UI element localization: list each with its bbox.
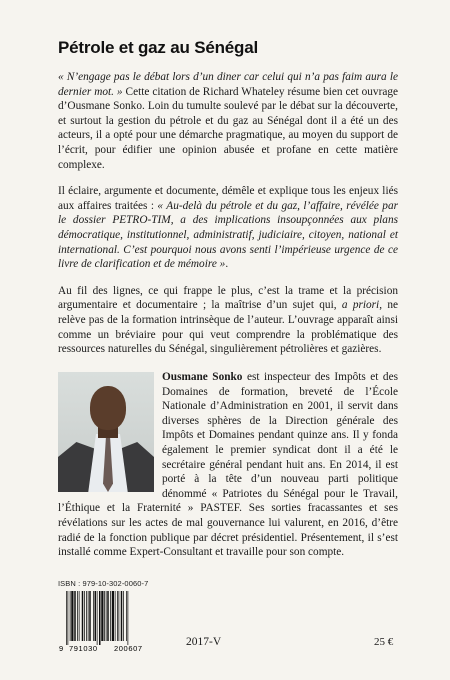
barcode-bar bbox=[117, 591, 118, 641]
barcode-bar bbox=[99, 591, 101, 645]
barcode-bar bbox=[110, 591, 111, 641]
barcode-bar bbox=[126, 591, 127, 641]
barcode-bar bbox=[82, 591, 84, 641]
price: 25 € bbox=[374, 636, 394, 648]
barcode-bar bbox=[101, 591, 103, 641]
paragraph-3-italic: a priori bbox=[341, 299, 380, 312]
barcode-bar bbox=[121, 591, 123, 641]
barcode-bar bbox=[68, 591, 69, 645]
paragraph-3-end: , ne relève pas de la formation intrinsèque de l’auteur. L’ouvrage apparaît ainsi comme un bréviaire pour qui veut comprendre la problématique des ressources naturelles du Sénégal, singulièrement pétrolières et gazières. bbox=[58, 299, 399, 356]
barcode-bar bbox=[66, 591, 67, 645]
author-name: Ousmane Sonko bbox=[162, 371, 243, 383]
author-bio-text: est inspecteur des Impôts et des Domaines de formation, breveté de l’École Nationale d’Administration en 2001, il servit dans diverses sphères de la Direction générale des Impôts et Domaines pendant quinze ans. Il y fonda également le premier syndicat dont il a été le secrétaire général pendant huit ans. En 2014, il est porté à la tête d’un nouveau parti politique dénommé « Patriotes du Sénégal pour le Travail, l’Éthique et la Fraternité » PASTEF. Ses sorties fracassantes et ses révélations sur les actes de mal gouvernance lui valurent, en 2016, d’être radié de la fonction publique par décret présidentiel. Présentement, il s’est installé comme Expert-Consultant et travaille pour son compte. bbox=[58, 371, 398, 559]
opening-quote: « N’engage pas le débat lors d’un diner car celui qui n’a pas faim aura le dernier mot. » bbox=[58, 71, 398, 98]
barcode-bar bbox=[89, 591, 91, 641]
barcode-bar bbox=[74, 591, 76, 641]
barcode-bar bbox=[112, 591, 114, 641]
barcode-bar bbox=[70, 591, 71, 641]
paragraph-2-quote: « Au-delà du pétrole et du gaz, l’affaire, révélée par le dossier PETRO-TIM, a des implications insoupçonnées aux plans démocratique, institutionnel, administratif, judiciaire, citoyen, national et international. C’est pourquoi nous avons senti l’impérieuse urgence de ce livre de clarification et de mémoire » bbox=[58, 199, 398, 271]
barcode-bar bbox=[128, 591, 129, 645]
barcode bbox=[58, 591, 158, 653]
barcode-bar bbox=[84, 591, 85, 641]
paragraph-3-start: Au fil des lignes, ce qui frappe le plus, c’est la trame et la précision argumentaire et documentaire ; la maîtrise d’un sujet qui, bbox=[58, 284, 398, 312]
barcode-bar bbox=[77, 591, 78, 641]
barcode-bar bbox=[104, 591, 105, 641]
barcode-group-2: 200607 bbox=[114, 644, 143, 653]
paragraph-1 bbox=[58, 70, 398, 172]
edition-year: 2017-V bbox=[186, 636, 222, 648]
barcode-first-digit: 9 bbox=[59, 644, 64, 653]
barcode-bar bbox=[93, 591, 94, 641]
isbn-label: ISBN : 979-10-302-0060-7 bbox=[58, 579, 149, 588]
summary-text bbox=[58, 70, 398, 369]
barcode-bar bbox=[97, 591, 98, 645]
barcode-bar bbox=[107, 591, 109, 641]
barcode-bar bbox=[119, 591, 120, 641]
book-title: Pétrole et gaz au Sénégal bbox=[58, 38, 259, 57]
paragraph-1-text: Cette citation de Richard Whateley résume bien cet ouvrage d’Ousmane Sonko. Loin du tumulte soulevé par le débat sur la découverte, et surtout la gestion du pétrole et du gaz au Sénégal dont il a été un des acteurs, il a opté pour une démarche pragmatique, au moyen du support de l’écrit, pour édifier une opinion abusée et profane en cette matière complexe. bbox=[58, 85, 399, 171]
paragraph-3 bbox=[58, 284, 398, 357]
barcode-bar bbox=[115, 591, 116, 641]
barcode-bar bbox=[86, 591, 87, 641]
barcode-bar bbox=[106, 591, 107, 641]
barcode-group-1: 791030 bbox=[69, 644, 98, 653]
barcode-bar bbox=[123, 591, 124, 641]
barcode-bar bbox=[88, 591, 89, 641]
paragraph-2-start: Il éclaire, argumente et documente, démêle et explique tous les enjeux liés aux affaires traitées : bbox=[58, 185, 398, 212]
barcode-bar bbox=[79, 591, 80, 641]
author-bio bbox=[58, 370, 398, 560]
barcode-bar bbox=[95, 591, 97, 641]
paragraph-2-end: . bbox=[225, 258, 229, 271]
barcode-bar bbox=[71, 591, 73, 641]
paragraph-2 bbox=[58, 184, 398, 272]
barcode-graphic bbox=[58, 591, 158, 653]
author-photo bbox=[58, 372, 154, 492]
